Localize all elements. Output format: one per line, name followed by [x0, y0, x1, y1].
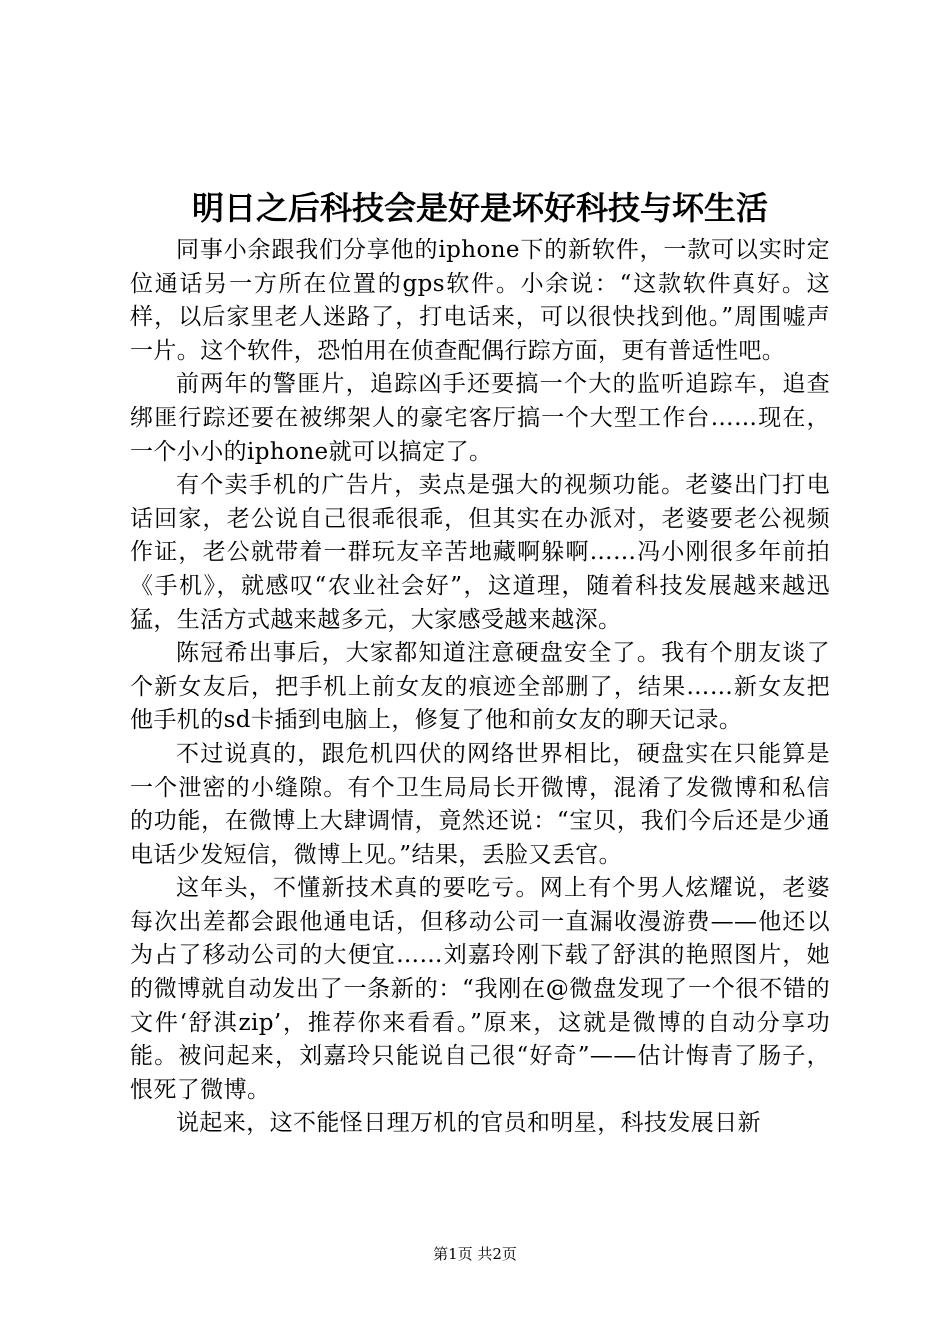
paragraph-1: 同事小余跟我们分享他的iphone下的新软件，一款可以实时定位通话另一方所在位置的gps软件。小余说：“这款软件真好。这样，以后家里老人迷路了，打电话来，可以很快找到他。”周围嘘声一片。这个软件，恐怕用在侦查配偶行踪方面，更有普适性吧。: [130, 237, 830, 364]
paragraph-7: 说起来，这不能怪日理万机的官员和明星，科技发展日新: [176, 1110, 761, 1137]
page-footer: 第1页 共2页: [433, 1245, 517, 1263]
paragraph-5: 不过说真的，跟危机四伏的网络世界相比，硬盘实在只能算是一个泄密的小缝隙。有个卫生局局长开微博，混淆了发微博和私信的功能，在微博上大肆调情，竟然还说：“宝贝，我们今后还是少通电话少发短信，微博上见。”结果，丢脸又丢官。: [130, 740, 830, 868]
paragraph-3: 有个卖手机的广告片，卖点是强大的视频功能。老婆出门打电话回家，老公说自己很乖很乖，但其实在办派对，老婆要老公视频作证，老公就带着一群玩友辛苦地藏啊躲啊……冯小刚很多年前拍《手机》，就感叹“农业社会好”，这道理，随着科技发展越来越迅猛，生活方式越来越多元，大家感受越来越深。: [130, 472, 830, 633]
paragraph-2: 前两年的警匪片，追踪凶手还要搞一个大的监听追踪车，追查绑匪行踪还要在被绑架人的豪宅客厅搞一个大型工作台……现在，一个小小的iphone就可以搞定了。: [130, 371, 830, 465]
document-body: [130, 234, 830, 1141]
paragraph-4: 陈冠希出事后，大家都知道注意硬盘安全了。我有个朋友谈了个新女友后，把手机上前女友的痕迹全部删了，结果……新女友把他手机的sd卡插到电脑上，修复了他和前女友的聊天记录。: [130, 640, 830, 734]
document-title: 明日之后科技会是好是坏好科技与坏生活: [191, 189, 768, 227]
paragraph-6: 这年头，不懂新技术真的要吃亏。网上有个男人炫耀说，老婆每次出差都会跟他通电话，但移动公司一直漏收漫游费——他还以为占了移动公司的大便宜……刘嘉玲刚下载了舒淇的艳照图片，她的微博就自动发出了一条新的：“我刚在@微盘发现了一个很不错的文件‘舒淇zip’，推荐你来看看。”原来，这就是微博的自动分享功能。被问起来，刘嘉玲只能说自己很“好奇”——估计悔青了肠子，恨死了微博。: [130, 875, 830, 1103]
